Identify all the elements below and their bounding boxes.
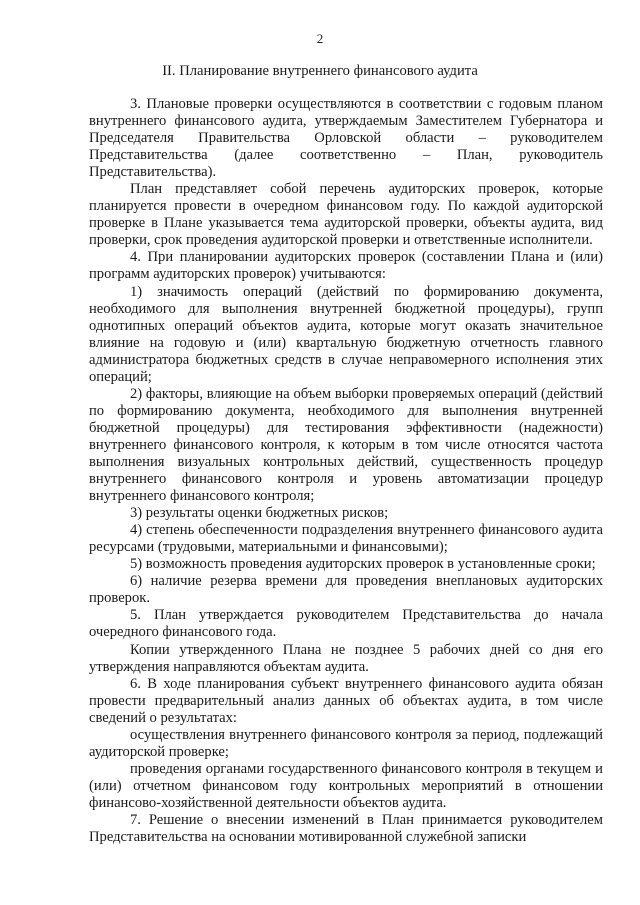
list-item-4-resources: 4) степень обеспеченности подразделения внутреннего финансового аудита ресурсами (трудовыми, материальными и финансовыми); (89, 522, 603, 556)
list-item-2-sample-factors: 2) факторы, влияющие на объем выборки проверяемых операций (действий по формированию документа, необходимого для выполнения внутренней бюджетной процедуры) для тестирования эффективности (надежности) внутреннего финансового контроля, к которым в том числе относятся частота выполнения визуальных контрольных действий, существенность процедур внутреннего финансового контроля и уровень автоматизации процедур внутреннего финансового контроля; (89, 385, 603, 505)
paragraph-plan-definition: План представляет собой перечень аудиторских проверок, которые планируется провести в очередном финансовом году. По каждой аудиторской проверке в Плане указывается тема аудиторской проверки, объекты аудита, вид проверки, срок проведения аудиторской проверки и ответственные исполнители. (89, 181, 603, 249)
page-number: 2 (316, 31, 324, 46)
list-item-1-operations-significance: 1) значимость операций (действий по формированию документа, необходимого для выполнения внутренней бюджетной процедуры), групп однотипных операций объектов аудита, которые могут оказать значительное влияние на годовую и (или) квартальную бюджетную отчетность главного администратора бюджетных средств в случае неправомерного исполнения этих операций; (89, 283, 603, 385)
list-item-5-deadlines: 5) возможность проведения аудиторских проверок в установленные сроки; (130, 556, 596, 573)
sub-item-internal-control: осуществления внутреннего финансового контроля за период, подлежащий аудиторской проверке; (89, 726, 603, 760)
paragraph-plan-copies: Копии утвержденного Плана не позднее 5 рабочих дней со дня его утверждения направляются объектам аудита. (89, 641, 603, 675)
paragraph-6-preliminary-analysis: 6. В ходе планирования субъект внутреннего финансового аудита обязан провести предварительный анализ данных об объектах аудита, в том числе сведений о результатах: (89, 675, 603, 726)
document-body (89, 96, 603, 846)
sub-item-state-control: проведения органами государственного финансового контроля в текущем и (или) отчетном финансовом году контрольных мероприятий в отношении финансово-хозяйственной деятельности объектов аудита. (89, 760, 603, 811)
list-item-3-budget-risks: 3) результаты оценки бюджетных рисков; (130, 505, 389, 522)
paragraph-5-plan-approval: 5. План утверждается руководителем Представительства до начала очередного финансового года. (89, 607, 603, 641)
paragraph-7-plan-changes: 7. Решение о внесении изменений в План принимается руководителем Представительства на основании мотивированной служебной записки (89, 811, 603, 846)
list-item-6-time-reserve: 6) наличие резерва времени для проведения внеплановых аудиторских проверок. (89, 573, 603, 607)
section-title: II. Планирование внутреннего финансового аудита (162, 63, 478, 79)
paragraph-3-scheduled-audits: 3. Плановые проверки осуществляются в соответствии с годовым планом внутреннего финансового аудита, утверждаемым Заместителем Губернатора и Председателя Правительства Орловской области – руководителем Представительства (далее соответственно – План, руководитель Представительства). (89, 96, 603, 181)
paragraph-4-planning-factors: 4. При планировании аудиторских проверок (составлении Плана и (или) программ аудиторских проверок) учитываются: (89, 249, 603, 283)
